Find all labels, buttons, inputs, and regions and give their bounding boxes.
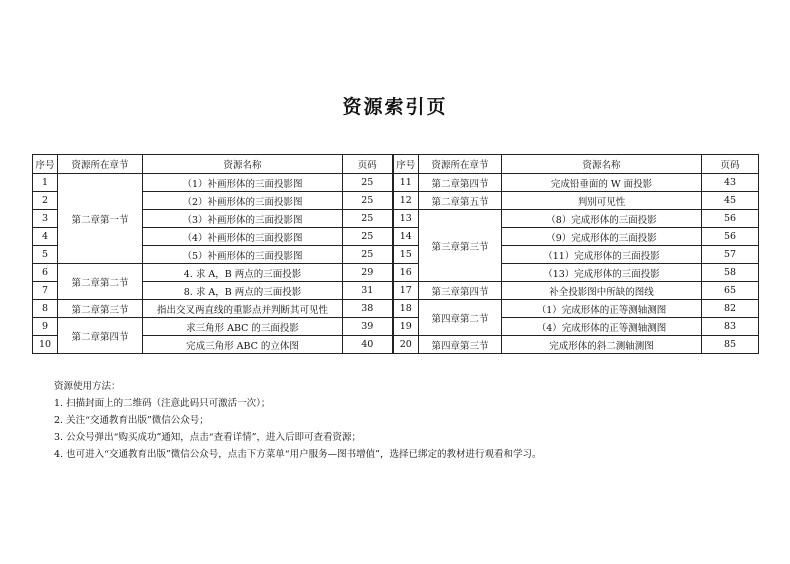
page-number: 82 [702,300,759,318]
page-number: 39 [343,318,393,336]
resource-name: （13）完成形体的三面投影 [502,264,702,282]
row-num: 13 [393,210,419,228]
page-number: 25 [343,228,393,246]
header-name-left: 资源名称 [143,155,343,174]
row-num: 18 [393,300,419,318]
header-chapter-right: 资源所在章节 [419,155,502,174]
row-num: 15 [393,246,419,264]
chapter-cell: 第二章第四节 [419,174,502,192]
page-number: 85 [702,336,759,354]
row-num: 5 [33,246,58,264]
row-num: 9 [33,318,58,336]
chapter-cell: 第二章第四节 [58,318,143,354]
resource-name: 8. 求 A，B 两点的三面投影 [143,282,343,300]
header-page-left: 页码 [343,155,393,174]
resource-name: （2）补画形体的三面投影图 [143,192,343,210]
page-number: 25 [343,246,393,264]
page-number: 45 [702,192,759,210]
page-number: 31 [343,282,393,300]
note-item: 2. 关注“交通教育出版”微信公众号； [54,415,209,426]
row-num: 14 [393,228,419,246]
resource-name: 完成形体的斜二测轴测图 [502,336,702,354]
page-number: 56 [702,228,759,246]
page-number: 56 [702,210,759,228]
page-number: 58 [702,264,759,282]
header-num-right: 序号 [393,155,419,174]
row-num: 1 [33,174,58,192]
page-number: 40 [343,336,393,354]
resource-name: （11）完成形体的三面投影 [502,246,702,264]
page-number: 65 [702,282,759,300]
page-number: 83 [702,318,759,336]
header-page-right: 页码 [702,155,759,174]
resource-name: （3）补画形体的三面投影图 [143,210,343,228]
note-item: 4. 也可进入“交通教育出版”微信公众号，点击下方菜单“用户服务—图书增值”，选择已绑定的教材进行观看和学习。 [54,449,542,460]
resource-name: 判别可见性 [502,192,702,210]
chapter-cell: 第三章第三节 [419,210,502,282]
row-num: 10 [33,336,58,354]
resource-name: 指出交叉两直线的重影点并判断其可见性 [143,300,343,318]
row-num: 19 [393,318,419,336]
chapter-cell: 第四章第二节 [419,300,502,336]
chapter-cell: 第二章第五节 [419,192,502,210]
table-row [33,264,759,282]
header-num-left: 序号 [33,155,58,174]
page-number: 25 [343,174,393,192]
row-num: 3 [33,210,58,228]
chapter-cell: 第二章第二节 [58,264,143,300]
row-num: 6 [33,264,58,282]
resource-name: 完成三角形 ABC 的立体图 [143,336,343,354]
usage-notes [54,378,542,463]
chapter-cell: 第二章第三节 [58,300,143,318]
table-header-row [33,155,759,174]
resource-index-table [32,154,759,354]
row-num: 20 [393,336,419,354]
page-number: 57 [702,246,759,264]
page-number: 29 [343,264,393,282]
header-chapter-left: 资源所在章节 [58,155,143,174]
chapter-cell: 第二章第一节 [58,174,143,264]
row-num: 12 [393,192,419,210]
row-num: 7 [33,282,58,300]
resource-name: （1）完成形体的正等测轴测图 [502,300,702,318]
resource-name: 补全投影图中所缺的图线 [502,282,702,300]
page-number: 25 [343,192,393,210]
resource-name: （5）补画形体的三面投影图 [143,246,343,264]
chapter-cell: 第三章第四节 [419,282,502,300]
page-title: 资源索引页 [342,96,448,118]
resource-name: 4. 求 A，B 两点的三面投影 [143,264,343,282]
note-item: 3. 公众号弹出“购买成功”通知，点击“查看详情”，进入后即可查看资源； [54,432,362,443]
resource-name: （4）补画形体的三面投影图 [143,228,343,246]
resource-name: （1）补画形体的三面投影图 [143,174,343,192]
table-row [33,318,759,336]
page-number: 38 [343,300,393,318]
row-num: 8 [33,300,58,318]
resource-name: 完成铅垂面的 W 面投影 [502,174,702,192]
notes-heading: 资源使用方法： [54,381,121,392]
row-num: 16 [393,264,419,282]
row-num: 4 [33,228,58,246]
resource-name: （8）完成形体的三面投影 [502,210,702,228]
row-num: 17 [393,282,419,300]
table-row [33,300,759,318]
row-num: 11 [393,174,419,192]
table-row [33,174,759,192]
resource-name: （4）完成形体的正等测轴测图 [502,318,702,336]
row-num: 2 [33,192,58,210]
page-number: 25 [343,210,393,228]
resource-name: （9）完成形体的三面投影 [502,228,702,246]
chapter-cell: 第四章第三节 [419,336,502,354]
resource-name: 求三角形 ABC 的三面投影 [143,318,343,336]
note-item: 1. 扫描封面上的二维码（注意此码只可激活一次）； [54,398,271,409]
page-number: 43 [702,174,759,192]
header-name-right: 资源名称 [502,155,702,174]
